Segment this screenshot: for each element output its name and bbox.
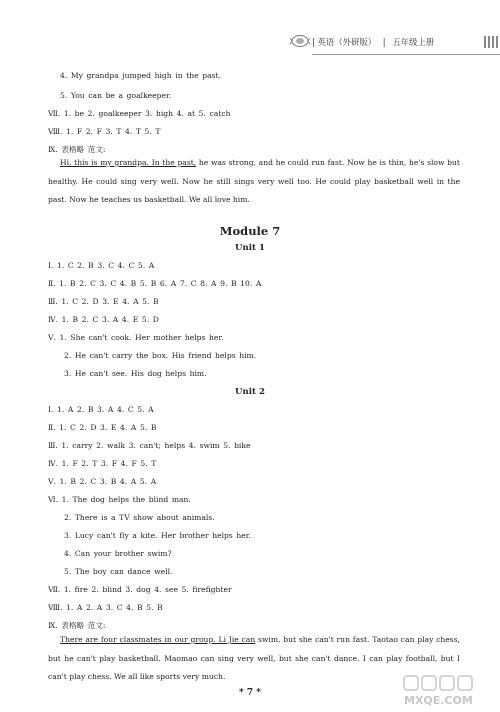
answer-line: Ⅶ. 1. fire 2. blind 3. dog 4. see 5. firefighter bbox=[48, 585, 232, 594]
answer-line: Ⅷ. 1. F 2. F 3. T 4. T 5. T bbox=[48, 127, 161, 136]
answer-line: 5. The boy can dance well. bbox=[64, 567, 173, 576]
answer-line: 2. He can't carry the box. His friend helps him. bbox=[64, 351, 257, 360]
answer-line: Ⅳ. 1. F 2. T 3. F 4. F 5. T bbox=[48, 459, 157, 468]
answer-line: Ⅸ. 表格略 范文: bbox=[48, 145, 106, 154]
answer-line: Ⅶ. 1. be 2. goalkeeper 3. high 4. at 5. catch bbox=[48, 109, 231, 118]
answer-line: Ⅲ. 1. carry 2. walk 3. can't; helps 4. swim 5. bike bbox=[48, 441, 251, 450]
watermark-logo-icon bbox=[402, 674, 494, 708]
header-separator: | bbox=[382, 37, 386, 47]
answer-line: Ⅴ. 1. B 2. C 3. B 4. A 5. A bbox=[48, 477, 157, 486]
header-rule bbox=[312, 54, 500, 55]
essay-underlined-phrase: There are four classmates in our group. Li Jie can bbox=[60, 635, 256, 644]
answer-line: Ⅲ. 1. C 2. D 3. E 4. A 5. B bbox=[48, 297, 159, 306]
unit-title: Unit 2 bbox=[235, 387, 265, 397]
essay-text: he was strong, and he could run fast. Now he is thin, he's slow but healthy. He could sing very well. Now he still sings very well too. He could play basketball well in the past. Now he teaches us basketball. We all love him. bbox=[48, 158, 460, 204]
book-logo-icon bbox=[290, 34, 310, 48]
unit-title: Unit 1 bbox=[235, 243, 265, 253]
answer-line: Ⅴ. 1. She can't cook. Her mother helps her. bbox=[48, 333, 224, 342]
header-separator-left: | bbox=[312, 37, 315, 47]
answer-line: Ⅰ. 1. C 2. B 3. C 4. C 5. A bbox=[48, 261, 155, 270]
page-number: * 7 * bbox=[239, 688, 261, 698]
watermark-text: MXQE.COM bbox=[404, 694, 473, 707]
header-title bbox=[312, 38, 434, 46]
essay-text: swim, but she can't run fast. Taotao can play chess, but he can't play basketball. Maomao can sing very well, but she can't dance. I can play football, but I can't play chess. We all like sports very much. bbox=[48, 635, 461, 681]
header-decoration bbox=[484, 36, 500, 48]
answer-line: 4. Can your brother swim? bbox=[64, 549, 172, 558]
answer-line: Ⅰ. 1. A 2. B 3. A 4. C 5. A bbox=[48, 405, 154, 414]
essay-underlined-phrase: Hi, this is my grandpa. In the past, bbox=[60, 158, 197, 167]
header-book-name: 英语（外研版） bbox=[317, 37, 377, 47]
answer-line: 3. He can't see. His dog helps him. bbox=[64, 369, 207, 378]
answer-line: Ⅵ. 1. The dog helps the blind man. bbox=[48, 495, 191, 504]
answer-line: Ⅳ. 1. B 2. C 3. A 4. E 5. D bbox=[48, 315, 159, 324]
answer-line: Ⅱ. 1. C 2. D 3. E 4. A 5. B bbox=[48, 423, 157, 432]
page-header bbox=[290, 30, 500, 56]
answer-line: 3. Lucy can't fly a kite. Her brother helps her. bbox=[64, 531, 251, 540]
sample-essay-grandpa bbox=[48, 154, 460, 210]
answer-line: 2. There is a TV show about animals. bbox=[64, 513, 215, 522]
answer-line: 4. My grandpa jumped high in the past. bbox=[60, 71, 222, 80]
sample-essay-classmates bbox=[48, 631, 460, 687]
answer-line: Ⅱ. 1. B 2. C 3. C 4. B 5. B 6. A 7. C 8. A 9. B 10. A bbox=[48, 279, 262, 288]
header-grade: 五年级上册 bbox=[392, 37, 435, 47]
answer-line: 5. You can be a goalkeeper. bbox=[60, 91, 172, 100]
module-title: Module 7 bbox=[219, 224, 281, 238]
answer-line: Ⅸ. 表格略 范文: bbox=[48, 621, 106, 630]
answer-line: Ⅷ. 1. A 2. A 3. C 4. B 5. B bbox=[48, 603, 163, 612]
